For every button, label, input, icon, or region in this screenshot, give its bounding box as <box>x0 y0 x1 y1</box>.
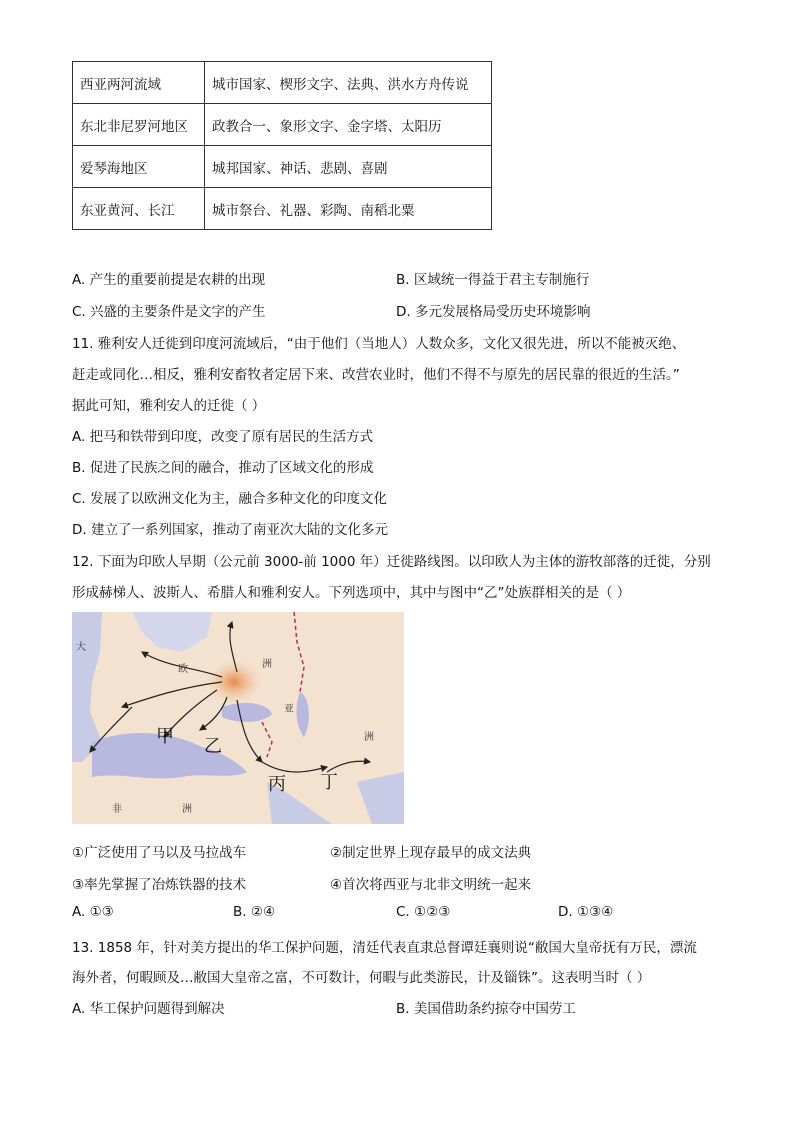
q11-option-a[interactable]: A. 把马和铁带到印度，改变了原有居民的生活方式 <box>72 429 374 445</box>
q10-option-d[interactable]: D. 多元发展格局受历史环境影响 <box>396 304 591 320</box>
q12-stem-line1: 12. 下面为印欧人早期（公元前 3000-前 1000 年）迁徙路线图。以印欧人为主体的游牧部落的迁徙，分别 <box>72 554 711 570</box>
table-cell-features: 城邦国家、神话、悲剧、喜剧 <box>205 146 492 188</box>
table-cell-region: 西亚两河流域 <box>73 62 205 104</box>
q10-option-b[interactable]: B. 区域统一得益于君主专制施行 <box>396 272 590 288</box>
map-label-fei: 非 <box>112 804 122 815</box>
q10-option-a[interactable]: A. 产生的重要前提是农耕的出现 <box>72 272 266 288</box>
q12-statement-1: ①广泛使用了马以及马拉战车 <box>72 845 247 861</box>
q12-option-b[interactable]: B. ②④ <box>233 904 276 920</box>
table-cell-region: 东亚黄河、长江 <box>73 188 205 230</box>
map-label-yi: 乙 <box>204 736 222 757</box>
q11-option-d[interactable]: D. 建立了一系列国家，推动了南亚次大陆的文化多元 <box>72 522 388 538</box>
q12-option-c[interactable]: C. ①②③ <box>396 904 451 920</box>
map-label-ou: 欧 <box>178 664 188 675</box>
map-label-zhou3: 洲 <box>364 732 374 743</box>
map-label-jia: 甲 <box>156 726 174 747</box>
q11-option-c[interactable]: C. 发展了以欧洲文化为主，融合多种文化的印度文化 <box>72 491 388 507</box>
map-label-bing: 丙 <box>268 774 286 795</box>
q10-option-c[interactable]: C. 兴盛的主要条件是文字的产生 <box>72 304 266 320</box>
q13-option-b[interactable]: B. 美国借助条约掠夺中国劳工 <box>396 1001 576 1017</box>
migration-map-svg <box>72 612 404 824</box>
table-cell-features: 城市祭台、礼器、彩陶、南稻北粟 <box>205 188 492 230</box>
q11-stem-line2: 赶走或同化…相反，雅利安畜牧者定居下来、改营农业时，他们不得不与原先的居民靠的很近的生活。” <box>72 367 680 383</box>
q12-statement-4: ④首次将西亚与北非文明统一起来 <box>330 877 532 893</box>
q12-statement-2: ②制定世界上现存最早的成文法典 <box>330 845 532 861</box>
q11-option-b[interactable]: B. 促进了民族之间的融合，推动了区域文化的形成 <box>72 460 374 476</box>
civilization-table <box>72 61 492 230</box>
q13-stem-line1: 13. 1858 年，针对美方提出的华工保护问题，清廷代表直隶总督谭廷襄则说“敝国大皇帝抚有万民，漂流 <box>72 940 697 956</box>
map-origin-zone <box>206 660 262 704</box>
q12-option-a[interactable]: A. ①③ <box>72 904 114 920</box>
table-cell-features: 城市国家、楔形文字、法典、洪水方舟传说 <box>205 62 492 104</box>
migration-map <box>72 612 404 824</box>
map-label-zhou2: 洲 <box>182 804 192 815</box>
table-cell-features: 政教合一、象形文字、金字塔、太阳历 <box>205 104 492 146</box>
q12-option-d[interactable]: D. ①③④ <box>558 904 614 920</box>
q12-statement-3: ③率先掌握了冶炼铁器的技术 <box>72 877 247 893</box>
q12-stem-line2: 形成赫梯人、波斯人、希腊人和雅利安人。下列选项中，其中与图中“乙”处族群相关的是（ ） <box>72 585 631 601</box>
q11-stem-line1: 11. 雅利安人迁徙到印度河流域后，“由于他们（当地人）人数众多，文化又很先进，所以不能被灭绝、 <box>72 336 686 352</box>
table-row <box>73 188 492 230</box>
map-label-da: 大 <box>76 642 86 653</box>
table-cell-region: 爱琴海地区 <box>73 146 205 188</box>
map-label-zhou: 洲 <box>262 659 272 670</box>
table-row <box>73 146 492 188</box>
map-label-ya: 亚 <box>284 704 294 715</box>
q11-stem-line3: 据此可知，雅利安人的迁徙（ ） <box>72 398 266 414</box>
map-label-ding: 丁 <box>320 772 338 793</box>
table-row <box>73 104 492 146</box>
table-cell-region: 东北非尼罗河地区 <box>73 104 205 146</box>
q13-option-a[interactable]: A. 华工保护问题得到解决 <box>72 1001 225 1017</box>
q13-stem-line2: 海外者，何暇顾及…敝国大皇帝之富，不可数计，何暇与此类游民，计及锱铢”。这表明当时（ ） <box>72 970 651 986</box>
table-row <box>73 62 492 104</box>
